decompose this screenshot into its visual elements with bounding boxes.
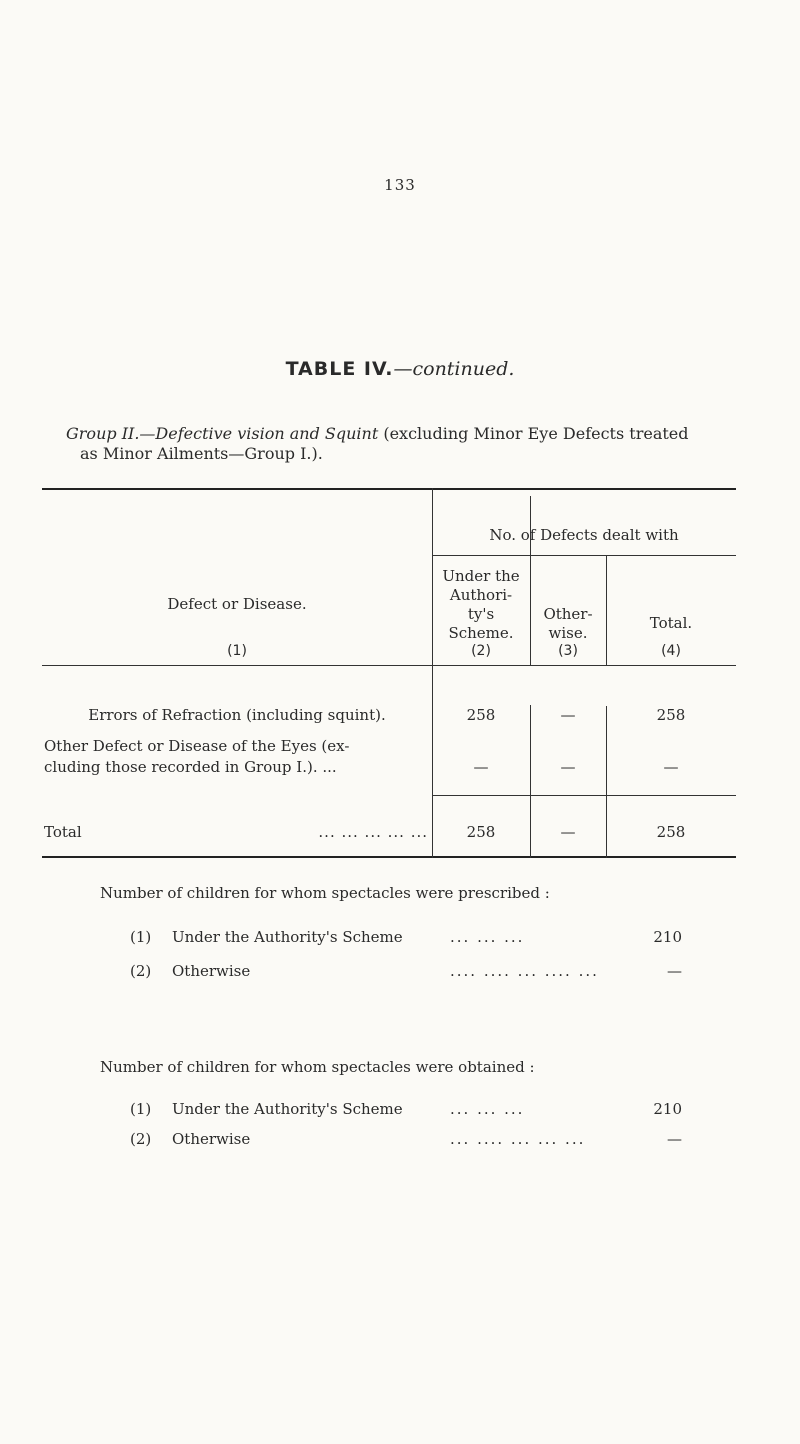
item-number: (2) bbox=[130, 962, 152, 980]
table-title bbox=[0, 358, 800, 380]
table-cell: 258 bbox=[656, 706, 686, 724]
col-header-otherwise-line: Other- bbox=[543, 605, 593, 623]
row-label-line: Errors of Refraction (including squint). bbox=[88, 706, 386, 724]
item-label: Otherwise bbox=[172, 1130, 251, 1148]
table-cell: 258 bbox=[466, 706, 496, 724]
row-label-line: Other Defect or Disease of the Eyes (ex- bbox=[44, 737, 350, 755]
table-cell: 258 bbox=[466, 823, 496, 841]
item-leader: .... .... ... .... ... bbox=[450, 962, 599, 980]
row-label-other-defect bbox=[44, 736, 430, 778]
group-heading bbox=[66, 424, 756, 464]
item-value: 210 bbox=[653, 928, 682, 946]
col-header-authority-line: Authori- bbox=[449, 586, 513, 604]
total-row-label bbox=[44, 822, 430, 843]
col-header-otherwise-line: wise. bbox=[548, 624, 588, 642]
col-header-authority-line: Scheme. bbox=[448, 624, 514, 642]
item-value: — bbox=[667, 1130, 682, 1148]
col-header-authority-line: ty's bbox=[467, 605, 495, 623]
item-value: — bbox=[667, 962, 682, 980]
col-number-1: (1) bbox=[227, 643, 247, 659]
item-number: (2) bbox=[130, 1130, 152, 1148]
row-label-refraction bbox=[44, 705, 430, 726]
table-cell: — bbox=[560, 758, 576, 776]
item-label: Under the Authority's Scheme bbox=[172, 1100, 403, 1118]
item-leader: ... ... ... bbox=[450, 1100, 525, 1118]
item-leader: ... .... ... ... ... bbox=[450, 1130, 586, 1148]
total-top-rule bbox=[432, 795, 736, 796]
table-title-italic: —continued. bbox=[393, 358, 515, 380]
item-number: (1) bbox=[130, 1100, 152, 1118]
item-leader: ... ... ... bbox=[450, 928, 525, 946]
item-value: 210 bbox=[653, 1100, 682, 1118]
table-cell: — bbox=[473, 758, 489, 776]
prescribed-item bbox=[130, 928, 682, 950]
total-leader: ... ... ... ... ... bbox=[318, 823, 428, 841]
col-header-authority-line: Under the bbox=[442, 567, 520, 585]
group-heading-line2: as Minor Ailments—Group I.). bbox=[80, 444, 323, 463]
page-number: 133 bbox=[384, 176, 416, 194]
obtained-item bbox=[130, 1100, 682, 1122]
table-cell: — bbox=[560, 823, 576, 841]
table-cell: — bbox=[663, 758, 679, 776]
col-header-authority bbox=[432, 567, 530, 643]
col-number-2: (2) bbox=[471, 643, 491, 659]
header-span-label: No. of Defects dealt with bbox=[489, 526, 679, 544]
table-cell: 258 bbox=[656, 823, 686, 841]
header-bottom-rule bbox=[42, 665, 736, 666]
group-heading-rest: (excluding Minor Eye Defects treated bbox=[378, 424, 689, 443]
item-label: Otherwise bbox=[172, 962, 251, 980]
prescribed-item bbox=[130, 962, 682, 984]
col-header-otherwise bbox=[530, 605, 606, 643]
span-header-rule bbox=[432, 555, 736, 556]
prescribed-heading: Number of children for whom spectacles were prescribed : bbox=[100, 884, 550, 902]
table-bottom-rule bbox=[42, 856, 736, 858]
item-label: Under the Authority's Scheme bbox=[172, 928, 403, 946]
obtained-heading: Number of children for whom spectacles were obtained : bbox=[100, 1058, 535, 1076]
table-cell: — bbox=[560, 706, 576, 724]
col-header-defect: Defect or Disease. bbox=[167, 595, 307, 613]
total-label: Total bbox=[44, 823, 82, 841]
col-number-4: (4) bbox=[661, 643, 681, 659]
item-number: (1) bbox=[130, 928, 152, 946]
table-title-bold: TABLE IV. bbox=[285, 358, 394, 380]
group-heading-italic: Group II.—Defective vision and Squint bbox=[66, 424, 379, 443]
col-header-total: Total. bbox=[649, 614, 693, 632]
col-number-3: (3) bbox=[558, 643, 578, 659]
obtained-item bbox=[130, 1130, 682, 1152]
table-top-rule bbox=[42, 488, 736, 490]
row-label-line: cluding those recorded in Group I.). ... bbox=[44, 758, 337, 776]
